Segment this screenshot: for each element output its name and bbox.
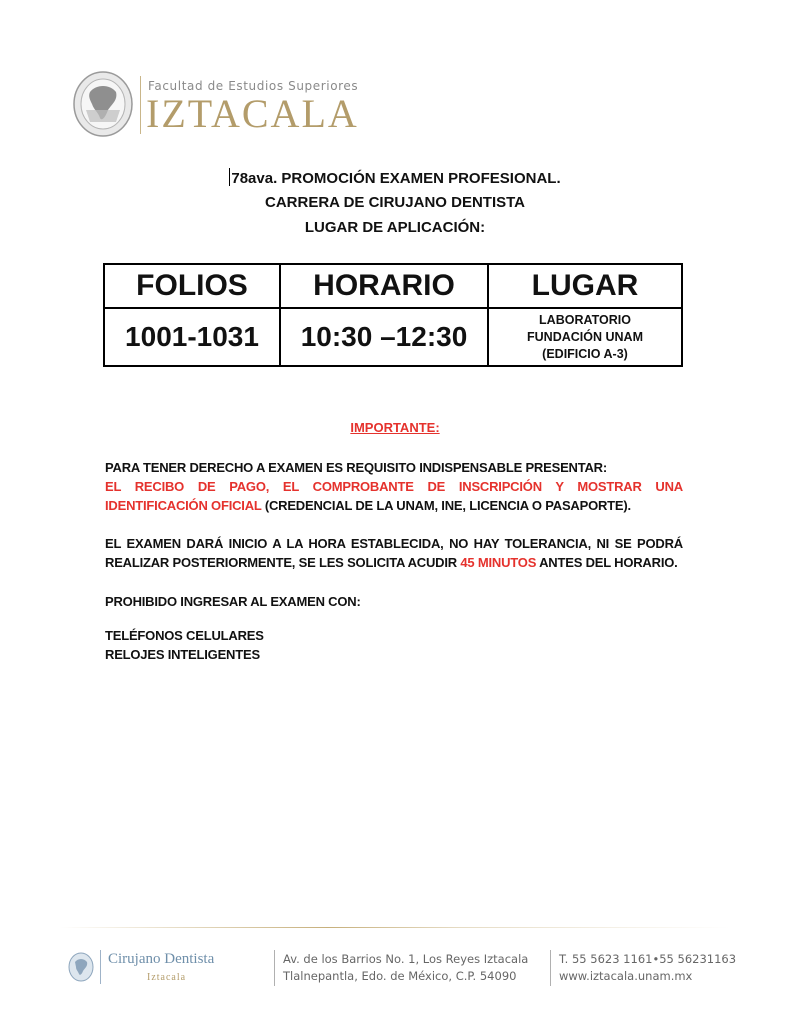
- table-header-row: [104, 264, 682, 308]
- institution-name: IZTACALA: [146, 91, 359, 136]
- cell-lugar: [488, 308, 682, 366]
- title-line-3: LUGAR DE APLICACIÓN:: [304, 219, 486, 236]
- address-line-2: Tlalnepantla, Edo. de México, C.P. 54090: [283, 969, 517, 983]
- footer-address: [283, 951, 528, 985]
- notice-highlight: 45 MINUTOS: [460, 555, 537, 570]
- footer-brand-sub: Iztacala: [147, 972, 187, 983]
- important-heading: IMPORTANTE:: [350, 420, 440, 435]
- table-row: [104, 308, 682, 366]
- institution-subtitle: Facultad de Estudios Superiores: [148, 79, 359, 93]
- header-horario: HORARIO: [280, 264, 488, 308]
- requirements-tail: (CREDENCIAL DE LA UNAM, INE, LICENCIA O PASAPORTE).: [261, 498, 631, 513]
- address-line-1: Av. de los Barrios No. 1, Los Reyes Iztacala: [283, 952, 529, 966]
- schedule-notice-paragraph: [105, 534, 683, 572]
- requirements-detail: [105, 477, 683, 515]
- cell-folios: 1001-1031: [104, 308, 280, 366]
- prohibited-list: [105, 626, 683, 664]
- website-link[interactable]: www.iztacala.unam.mx: [559, 969, 693, 983]
- requirements-paragraph: [105, 458, 683, 515]
- footer-divider-right: [550, 950, 551, 986]
- footer-brand-divider: [100, 950, 101, 984]
- list-item: RELOJES INTELIGENTES: [105, 647, 260, 662]
- title-line-1-text: 78ava. PROMOCIÓN EXAMEN PROFESIONAL.: [231, 170, 561, 187]
- notice-start: EL EXAMEN DARÁ INICIO A LA HORA ESTABLECIDA, NO HAY TOLERANCIA, NI SE PODRÁ REALIZAR POSTERIORMENTE, SE LES SOLICITA ACUDIR: [105, 536, 683, 570]
- requirements-intro: PARA TENER DERECHO A EXAMEN ES REQUISITO INDISPENSABLE PRESENTAR:: [105, 460, 608, 475]
- cell-horario: 10:30 –12:30: [280, 308, 488, 366]
- footer-contact: [559, 951, 736, 985]
- notice-end: ANTES DEL HORARIO.: [536, 555, 678, 570]
- schedule-table: [103, 263, 683, 367]
- footer-divider: [60, 927, 730, 928]
- lugar-line-3: (EDIFICIO A-3): [542, 346, 628, 361]
- footer-divider-left: [274, 950, 275, 986]
- footer-seal-icon: [68, 952, 94, 982]
- header-folios: FOLIOS: [104, 264, 280, 308]
- lugar-line-2: FUNDACIÓN UNAM: [527, 329, 643, 344]
- title-line-2: CARRERA DE CIRUJANO DENTISTA: [264, 194, 525, 211]
- phone-text: T. 55 5623 1161•55 56231163: [559, 952, 737, 966]
- header-lugar: LUGAR: [488, 264, 682, 308]
- unam-seal-icon: [72, 70, 134, 138]
- prohibited-heading: PROHIBIDO INGRESAR AL EXAMEN CON:: [105, 594, 361, 609]
- footer-brand: Cirujano Dentista: [108, 951, 215, 967]
- requirements-highlight: EL RECIBO DE PAGO, EL COMPROBANTE DE INSCRIPCIÓN Y MOSTRAR UNA IDENTIFICACIÓN OFICIAL: [105, 479, 683, 513]
- lugar-line-1: LABORATORIO: [539, 312, 631, 327]
- title-line-1: [0, 168, 790, 187]
- list-item: TELÉFONOS CELULARES: [105, 628, 264, 643]
- logo-divider: [140, 76, 141, 134]
